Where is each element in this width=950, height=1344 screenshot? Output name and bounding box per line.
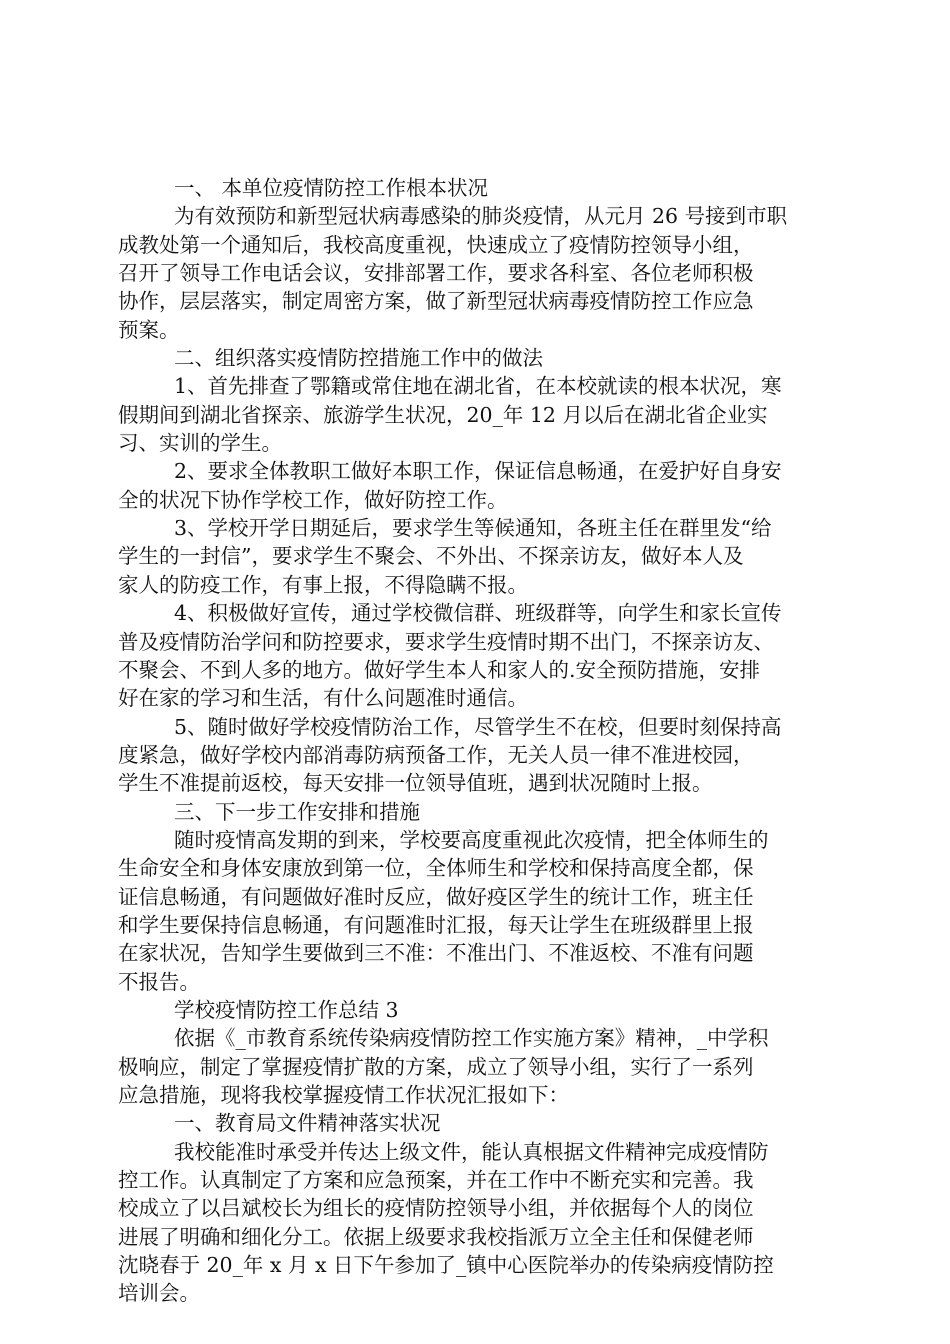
paragraph-line: 预案。: [118, 317, 180, 342]
paragraph-line: 控工作。认真制定了方案和应急预案，并在工作中不断充实和完善。我: [118, 1168, 754, 1193]
paragraph-line: 校成立了以吕斌校长为组长的疫情防控领导小组，并依据每个人的岗位: [118, 1196, 754, 1221]
paragraph-first-line: 学校疫情防控工作总结 3: [174, 997, 399, 1022]
paragraph-line: 证信息畅通，有问题做好准时反应，做好疫区学生的统计工作，班主任: [118, 884, 754, 909]
document-body: [118, 174, 832, 1308]
paragraph-first-line: 一、 本单位疫情防控工作根本状况: [174, 176, 489, 200]
paragraph-first-line: 二、组织落实疫情防控措施工作中的做法: [174, 346, 543, 371]
paragraph-first-line: 5、随时做好学校疫情防治工作，尽管学生不在校，但要时刻保持高: [174, 714, 782, 739]
paragraph-first-line: 1、首先排查了鄂籍或常住地在湖北省，在本校就读的根本状况，寒: [174, 374, 782, 399]
paragraph-first-line: 随时疫情高发期的到来，学校要高度重视此次疫情，把全体师生的: [174, 827, 769, 852]
paragraph-line: 和学生要保持信息畅通，有问题准时汇报，每天让学生在班级群里上报: [118, 912, 754, 937]
paragraph-line: 学生的一封信”，要求学生不聚会、不外出、不探亲访友，做好本人及: [118, 544, 744, 569]
paragraph-first-line: 2、要求全体教职工做好本职工作，保证信息畅通，在爱护好自身安: [174, 459, 782, 484]
paragraph-first-line: 为有效预防和新型冠状病毒感染的肺炎疫情，从元月 26 号接到市职: [174, 204, 788, 229]
paragraph-line: 好在家的学习和生活，有什么问题准时通信。: [118, 686, 528, 711]
paragraph-line: 成教处第一个通知后，我校高度重视，快速成立了疫情防控领导小组，: [118, 232, 754, 257]
paragraph-line: 普及疫情防治学问和防控要求，要求学生疫情时期不出门，不探亲访友、: [118, 629, 774, 654]
paragraph-first-line: 我校能准时承受并传达上级文件，能认真根据文件精神完成疫情防: [174, 1139, 769, 1164]
paragraph-line: 在家状况，告知学生要做到三不准：不准出门、不准返校、不准有问题: [118, 941, 754, 966]
paragraph-line: 家人的防疫工作，有事上报，不得隐瞒不报。: [118, 572, 528, 597]
paragraph-first-line: 3、学校开学日期延后，要求学生等候通知，各班主任在群里发“给: [174, 516, 772, 541]
paragraph-line: 应急措施，现将我校掌握疫情工作状况汇报如下：: [118, 1083, 569, 1107]
paragraph-line: 假期间到湖北省探亲、旅游学生状况，20_年 12 月以后在湖北省企业实: [118, 402, 768, 427]
paragraph-line: 习、实训的学生。: [118, 431, 282, 456]
paragraph-first-line: 一、教育局文件精神落实状况: [174, 1111, 441, 1136]
paragraph-line: 进展了明确和细化分工。依据上级要求我校指派万立全主任和保健老师: [118, 1224, 754, 1249]
paragraph-line: 不聚会、不到人多的地方。做好学生本人和家人的.安全预防措施，安排: [118, 657, 761, 682]
paragraph-line: 不报告。: [118, 969, 200, 994]
paragraph-first-line: 三、下一步工作安排和措施: [174, 799, 420, 824]
paragraph-line: 培训会。: [118, 1281, 200, 1306]
paragraph-first-line: 4、积极做好宣传，通过学校微信群、班级群等，向学生和家长宣传: [174, 601, 782, 626]
paragraph-line: 度紧急，做好学校内部消毒防病预备工作，无关人员一律不准进校园，: [118, 742, 754, 767]
paragraph-line: 学生不准提前返校，每天安排一位领导值班，遇到状况随时上报。: [118, 771, 713, 796]
paragraph-line: 极响应，制定了掌握疫情扩散的方案，成立了领导小组，实行了一系列: [118, 1054, 754, 1079]
paragraph-line: 生命安全和身体安康放到第一位，全体师生和学校和保持高度全都，保: [118, 856, 754, 881]
paragraph-line: 沈晓春于 20_年 x 月 x 日下午参加了_镇中心医院举办的传染病疫情防控: [118, 1253, 774, 1278]
paragraph-line: 全的状况下协作学校工作，做好防控工作。: [118, 487, 508, 512]
paragraph-line: 召开了领导工作电话会议，安排部署工作，要求各科室、各位老师积极: [118, 261, 754, 286]
paragraph-line: 协作，层层落实，制定周密方案，做了新型冠状病毒疫情防控工作应急: [118, 289, 754, 314]
paragraph-first-line: 依据《_市教育系统传染病疫情防控工作实施方案》精神，_中学积: [174, 1026, 769, 1051]
